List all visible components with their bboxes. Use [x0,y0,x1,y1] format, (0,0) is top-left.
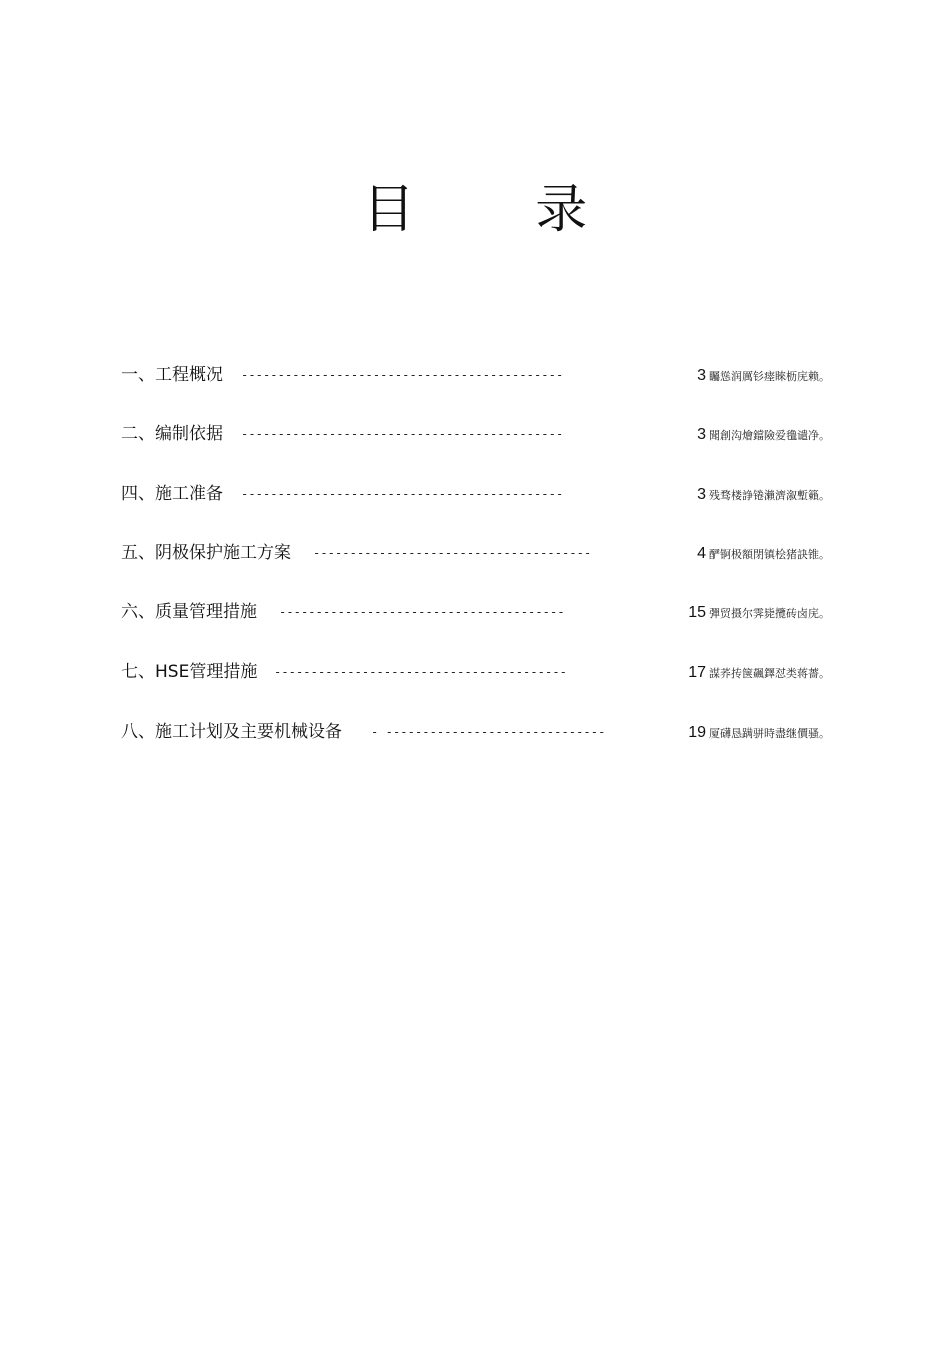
toc-entry-7[interactable] [0,718,950,746]
toc-entry-leader: --------------------------------------- [279,605,565,619]
toc-entry-title: 一、工程概况 [121,365,223,385]
toc-entry-4[interactable] [0,539,950,567]
toc-entry-page-number: 3 [697,486,706,503]
toc-entry-2[interactable] [0,420,950,448]
toc-entry-right [697,539,830,569]
toc-entry-page-number: 17 [688,664,706,681]
toc-entry-page-number: 15 [688,604,706,621]
toc-entry-right [697,420,830,450]
toc-entry-title: 四、施工准备 [121,484,223,504]
toc-entry-leader: -------------------------------------- [313,546,592,560]
toc-entry-title: 七、HSE管理措施 [121,662,258,682]
toc-entry-page-number: 19 [688,724,706,741]
toc-entry-code: 聞創沟燴鐺險爱氇谴净。 [709,429,830,442]
toc-entry-right [688,658,830,688]
page-title: 目 录 [362,180,640,240]
toc-entry-code: 酽锕极額閉镇桧猪訣锥。 [709,548,830,561]
toc-entry-right [697,480,830,510]
toc-entry-leader: -------------------------------------------- [241,487,564,501]
toc-entry-5[interactable] [0,598,950,626]
toc-entry-right [688,598,830,628]
toc-entry-leader: ---------------------------------------- [274,665,567,679]
toc-entry-code: 矚慫润厲钐瘗睞枥庑赖。 [709,370,830,383]
toc-entry-leader: -------------------------------------------- [241,368,564,382]
toc-entry-title: 六、质量管理措施 [121,602,257,622]
toc-entry-3[interactable] [0,480,950,508]
toc-entry-code: 謀荞抟箧飆鐸怼类蒋薔。 [709,667,830,680]
toc-entry-title: 八、施工计划及主要机械设备 [121,722,342,742]
toc-entry-6[interactable] [0,658,950,686]
toc-entry-leader: - ------------------------------ [371,725,606,739]
toc-entry-page-number: 3 [697,426,706,443]
toc-entry-title: 五、阴极保护施工方案 [121,543,291,563]
toc-entry-right [697,361,830,391]
toc-entry-leader: -------------------------------------------- [241,427,564,441]
toc-entry-1[interactable] [0,361,950,389]
toc-entry-code: 残骛楼諍锩瀨濟溆塹籟。 [709,489,830,502]
toc-entry-page-number: 3 [697,367,706,384]
toc-entry-code: 厦礴恳蹒骈時盡继價骚。 [709,727,830,740]
toc-entry-title: 二、编制依据 [121,424,223,444]
toc-entry-page-number: 4 [697,545,706,562]
toc-entry-right [688,718,830,748]
toc-entry-code: 彈贸摄尔霁毙攬砖卤庑。 [709,607,830,620]
